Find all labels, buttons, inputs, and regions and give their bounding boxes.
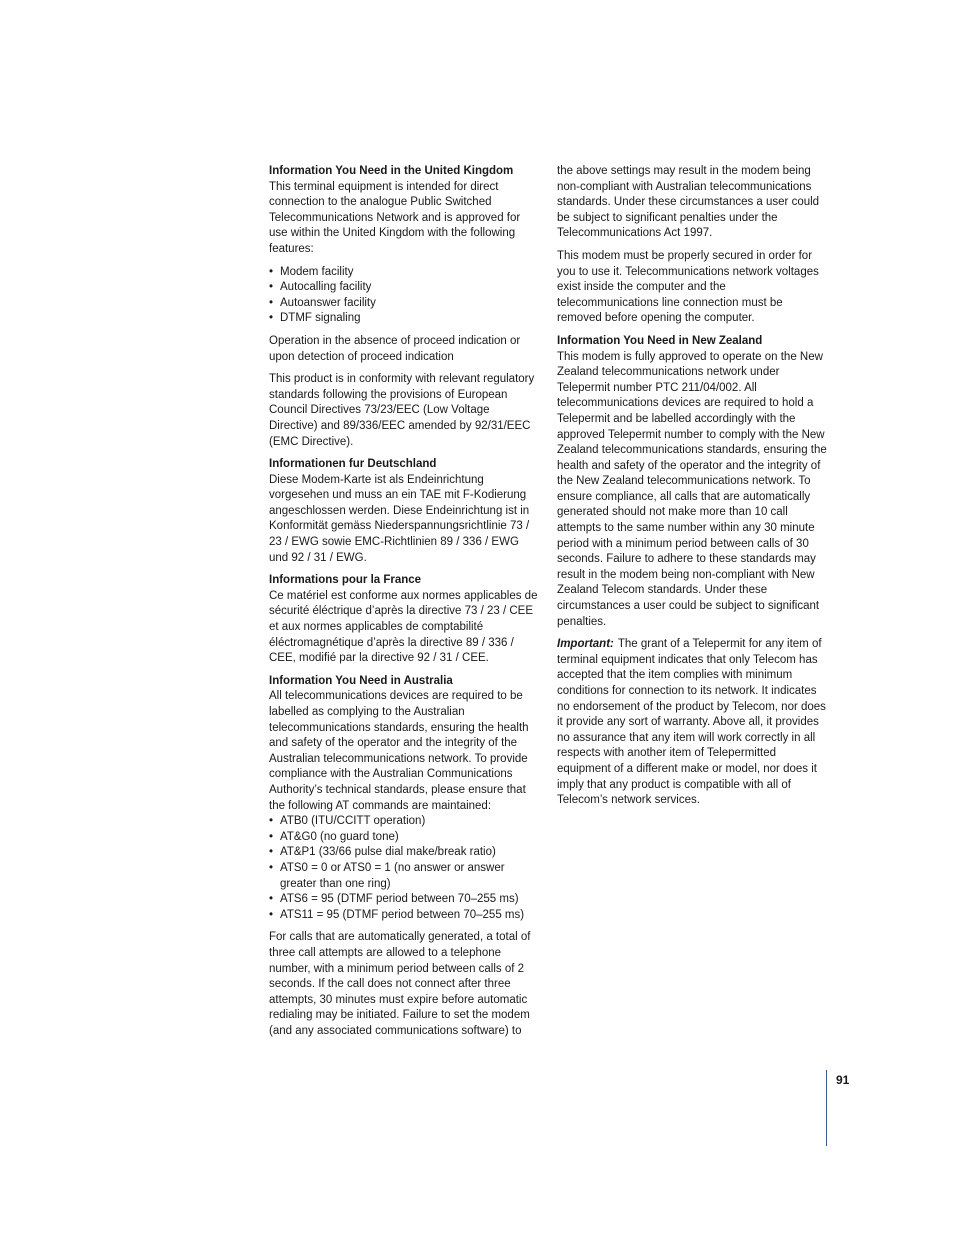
right-column [557,164,827,816]
au-section [269,674,539,1040]
list-item: • AT&P1 (33/66 pulse dial make/break ratio) [269,845,539,861]
au-continued-paragraph-1: the above settings may result in the modem being non-compliant with Australian telecommunications standards. Under these circumstances a user could be subject to significant penalties under the Telecommunications Act 1997. [557,165,820,240]
de-heading: Informationen fur Deutschland [269,458,437,471]
fr-heading: Informations pour la France [269,574,422,587]
page-number-rule [826,1070,827,1146]
fr-body: Ce matériel est conforme aux normes applicables de sécurité éléctrique d’après la directive 73 / 23 / CEE et aux normes applicables de comptabilité éléctromagnétique d’après la directive 89 / 336 / CEE, modifié par la directive 92 / 31 / CEE. [269,589,538,665]
nz-important-note [557,637,827,809]
au-continued-paragraph-2: This modem must be properly secured in order for you to use it. Telecommunications network voltages exist inside the computer and the telecommunications line connection must be removed before opening the computer. [557,249,819,325]
list-item: • AT&G0 (no guard tone) [269,830,539,846]
uk-heading: Information You Need in the United Kingdom [269,165,514,177]
list-item: • ATS6 = 95 (DTMF period between 70–255 ms) [269,892,539,908]
au-continued-section [557,164,827,327]
list-item: • DTMF signaling [269,311,539,327]
list-item: • ATS11 = 95 (DTMF period between 70–255 ms) [269,908,539,924]
important-text: The grant of a Telepermit for any item of terminal equipment indicates that only Telecom has accepted that the item complies with minimum conditions for connection to its network. It indicates no endorsement of the product by Telecom, nor does it provide any sort of warranty. Above all, it provides no assurance that any item will work correctly in all respects with another item of Telepermitted equipment of a different make or model, nor does it imply that any product is compatible with all of Telecom’s network services. [557,638,826,807]
au-heading: Information You Need in Australia [269,674,453,687]
de-body: Diese Modem-Karte ist als Endeinrichtung vorgesehen und muss an ein TAE mit F-Kodierung angeschlossen werden. Diese Endeinrichtung ist in Konformität gemäss Niederspannungsrichtlinie 73 / 23 / EWG sowie EMC-Richtlinien 89 / 336 / EWG und 92 / 31 / EWG. [269,473,530,564]
list-item: • ATS0 = 0 or ATS0 = 1 (no answer or answer greater than one ring) [269,861,539,892]
nz-body: This modem is fully approved to operate on the New Zealand telecommunications network under Telepermit number PTC 211/04/002. All telecommunications devices are required to hold a Telepermit and be labelled accordingly with the approved Telepermit number to comply with the New Zealand telecommunications standards, ensuring the health and safety of the operator and the integrity of the New Zealand telecommunications network. To ensure compliance, all calls that are automatically generated should not make more than 10 call attempts to the same number within any 30 minute period with a minimum period between calls of 30 seconds. Failure to adhere to these standards may result in the modem being non-compliant with New Zealand Telecom standards. Under these circumstances a user could be subject to significant penalties. [557,350,827,628]
list-item: • Modem facility [269,265,539,281]
fr-section [269,573,539,667]
au-intro: All telecommunications devices are required to be labelled as complying to the Australian telecommunications standards, ensuring the health and safety of the operator and the integrity of the Australian telecommunications network. To provide compliance with the Australian Communications Authority’s technical standards, please ensure that the following AT commands are maintained: [269,690,529,812]
de-section [269,457,539,566]
list-item: • ATB0 (ITU/CCITT operation) [269,814,539,830]
list-item: • Autoanswer facility [269,296,539,312]
uk-intro: This terminal equipment is intended for direct connection to the analogue Public Switched Telecommunications Network and is approved for use within the United Kingdom with the following features: [269,180,521,255]
nz-section [557,334,827,809]
au-paragraph-2: For calls that are automatically generated, a total of three call attempts are allowed to a telephone number, with a minimum period between calls of 2 seconds. If the call does not connect after three attempts, 30 minutes must expire before automatic redialing may be initiated. Failure to set the modem (and any associated communications software) to [269,931,531,1037]
uk-paragraph-3: This product is in conformity with relevant regulatory standards following the provisions of European Council Directives 73/23/EEC (Low Voltage Directive) and 89/336/EEC amended by 92/31/EEC (EMC Directive). [269,373,535,448]
nz-heading: Information You Need in New Zealand [557,334,763,347]
uk-feature-list [269,265,539,327]
left-column [269,164,539,1046]
uk-section [269,164,539,450]
au-command-list [269,814,539,923]
list-item: • Autocalling facility [269,280,539,296]
uk-paragraph-2: Operation in the absence of proceed indication or upon detection of proceed indication [269,334,521,363]
page-number: 91 [836,1073,850,1087]
important-label: Important: [557,638,614,651]
